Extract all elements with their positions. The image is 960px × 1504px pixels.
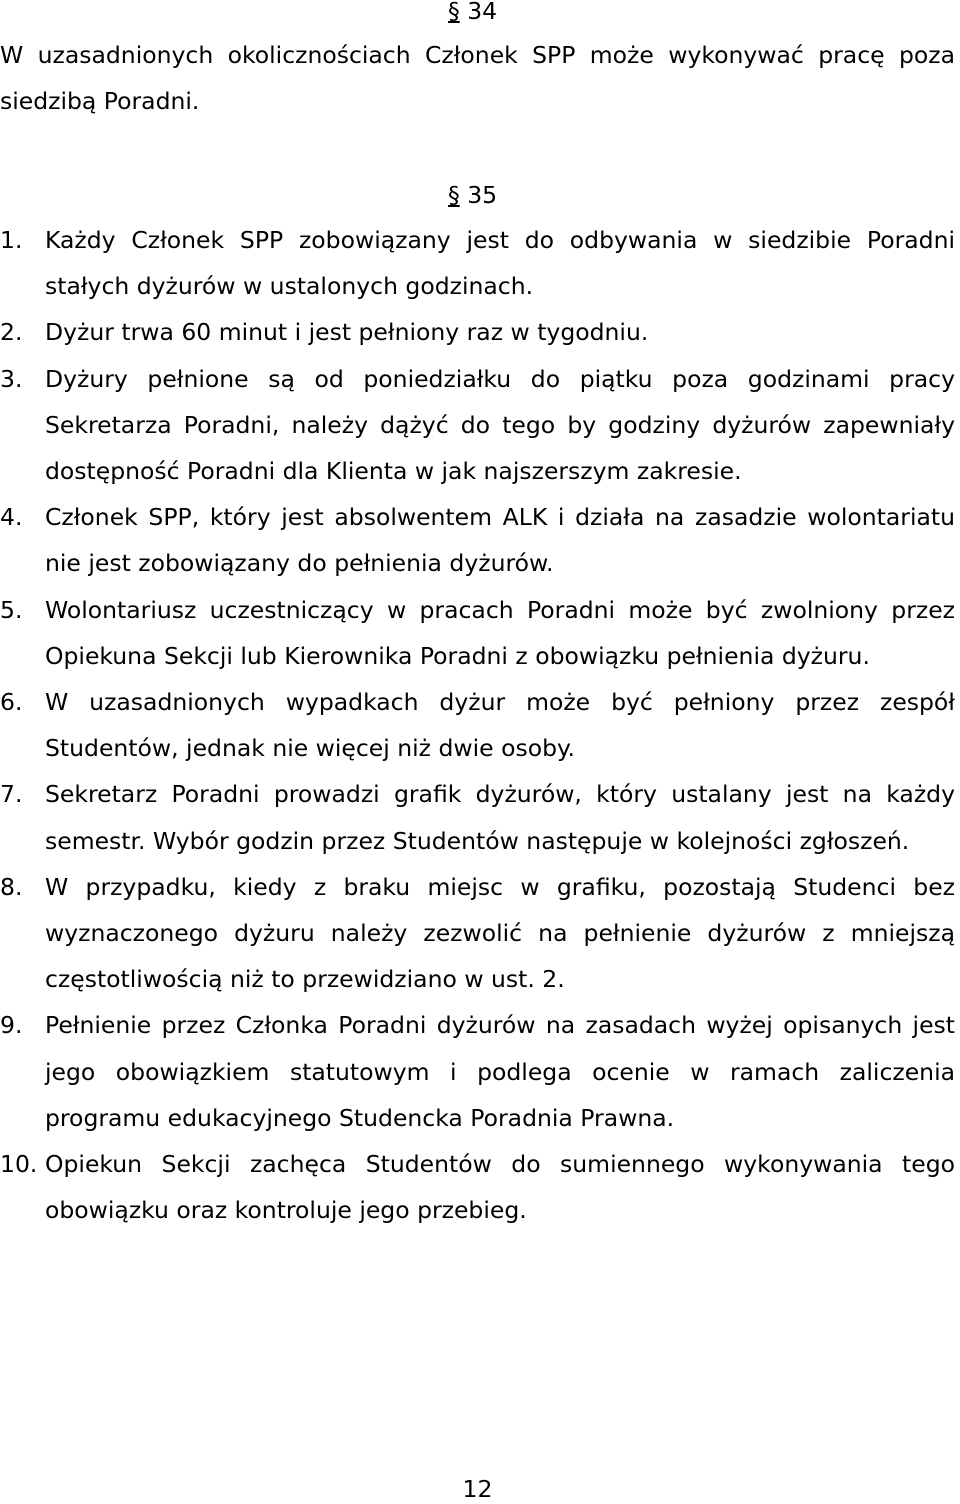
section-35-heading: [448, 180, 497, 210]
list-item: [0, 1141, 955, 1233]
item-number: 6.: [0, 688, 23, 717]
section-symbol: §: [448, 181, 460, 209]
item-number: 2.: [0, 318, 23, 347]
item-number: 5.: [0, 595, 23, 624]
item-text: Każdy Członek SPP zobowiązany jest do odbywania w siedzibie Poradni stałych dyżurów w ustalonych godzinach.: [45, 226, 955, 301]
item-text: Pełnienie przez Członka Poradni dyżurów na zasadach wyżej opisanych jest jego obowiązkiem statutowym i podlega ocenie w ramach zaliczenia programu edukacyjnego Studencka Poradnia Prawna.: [45, 1011, 955, 1132]
section-34-heading: [448, 0, 497, 26]
item-number: 10.: [0, 1150, 38, 1179]
item-text: Członek SPP, który jest absolwentem ALK i działa na zasadzie wolontariatu nie jest zobowiązany do pełnienia dyżurów.: [45, 503, 955, 578]
list-item: [0, 217, 955, 309]
list-item: [0, 771, 955, 863]
list-item: [0, 494, 955, 586]
list-item: [0, 309, 955, 355]
list-item: [0, 864, 955, 1003]
section-35-list: [0, 217, 955, 1233]
item-text: W uzasadnionych wypadkach dyżur może być pełniony przez zespół Studentów, jednak nie więcej niż dwie osoby.: [45, 688, 955, 763]
item-number: 9.: [0, 1011, 23, 1040]
item-number: 1.: [0, 226, 23, 254]
item-text: Opiekun Sekcji zachęca Studentów do sumiennego wykonywania tego obowiązku oraz kontroluje jego przebieg.: [45, 1150, 955, 1225]
list-item: [0, 587, 955, 679]
item-text: Dyżury pełnione są od poniedziałku do piątku poza godzinami pracy Sekretarza Poradni, należy dążyć do tego by godziny dyżurów zapewniały dostępność Poradni dla Klienta w jak najszerszym zakresie.: [45, 364, 955, 486]
item-text: Wolontariusz uczestniczący w pracach Poradni może być zwolniony przez Opiekuna Sekcji lub Kierownika Poradni z obowiązku pełnienia dyżuru.: [45, 595, 955, 670]
item-number: 4.: [0, 503, 23, 532]
item-number: 7.: [0, 780, 23, 809]
list-item: [0, 356, 955, 495]
section-34-text: W uzasadnionych okolicznościach Członek SPP może wykonywać pracę poza siedzibą Poradni.: [0, 41, 955, 115]
list-item: [0, 679, 955, 771]
section-symbol: §: [448, 0, 460, 25]
item-text: W przypadku, kiedy z braku miejsc w grafiku, pozostają Studenci bez wyznaczonego dyżuru należy zezwolić na pełnienie dyżurów z mniejszą częstotliwością niż to przewidziano w ust. 2.: [45, 872, 955, 994]
list-item: [0, 1002, 955, 1141]
item-number: 8.: [0, 872, 23, 901]
item-number: 3.: [0, 364, 23, 393]
item-text: Sekretarz Poradni prowadzi grafik dyżurów, który ustalany jest na każdy semestr. Wybór godzin przez Studentów następuje w kolejności zgłoszeń.: [45, 780, 955, 855]
item-text: Dyżur trwa 60 minut i jest pełniony raz w tygodniu.: [45, 318, 649, 347]
section-number: 34: [467, 0, 498, 25]
page-number: 12: [462, 1475, 493, 1503]
section-number: 35: [467, 181, 498, 209]
